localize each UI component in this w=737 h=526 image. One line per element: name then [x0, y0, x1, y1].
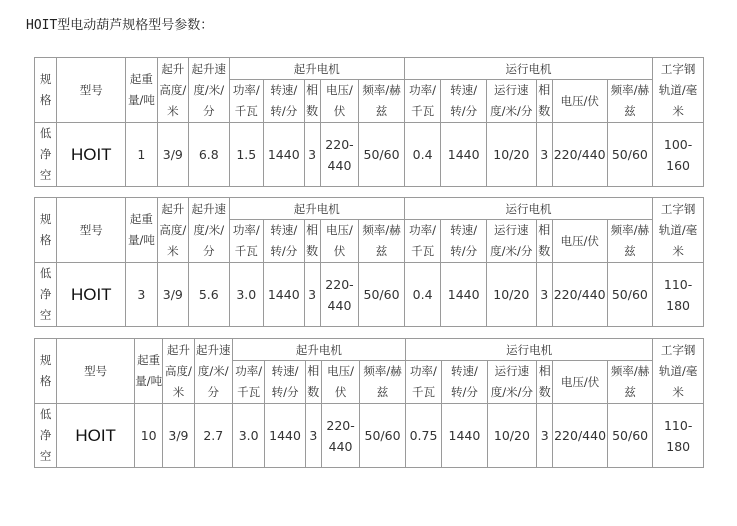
header-run-phase: [537, 361, 553, 404]
header-height-line: 起升: [161, 61, 185, 76]
header-run-freq: [607, 361, 653, 404]
header-spec-line: 规: [39, 72, 52, 86]
header-spec-line: 格: [39, 233, 52, 247]
cell-spec-line: 低: [39, 126, 52, 140]
cell-beam: [653, 404, 704, 468]
header-lift-phase: [305, 361, 321, 404]
header-freq-line: 兹: [375, 244, 388, 258]
header-freq-line: 频率/赫: [610, 223, 650, 237]
page-title: HOIT型电动葫芦规格型号参数：: [26, 18, 214, 33]
header-height-line: 高度/米: [165, 363, 192, 399]
cell-spec-line: 空: [39, 449, 52, 463]
cell-spec: [35, 263, 57, 327]
header-model: 型号: [57, 198, 126, 263]
cell-spec-line: 空: [39, 308, 52, 322]
cell-spec-line: 净: [39, 147, 52, 161]
header-power-line: 功率/: [235, 364, 263, 378]
cell-spec-line: 净: [39, 428, 52, 442]
cell-model: HOIT: [57, 123, 126, 187]
header-speed-line: 度/米/分: [197, 363, 229, 399]
header-height-line: 高度/米: [159, 82, 187, 118]
cell-lift-freq: 50/60: [359, 123, 405, 187]
header-lift-power: [229, 220, 263, 263]
header-rpm-line: 转/分: [450, 104, 478, 118]
header-load: [126, 198, 157, 263]
cell-run-power: 0.4: [404, 123, 440, 187]
cell-run-phase: 3: [537, 404, 553, 468]
header-load: [135, 339, 163, 404]
header-lift-rpm: [264, 80, 305, 123]
header-beam-line: 米: [672, 243, 684, 258]
header-beam-line: 轨道/毫: [658, 222, 698, 237]
cell-run-rpm: 1440: [441, 123, 487, 187]
header-load-line: 量/吨: [135, 374, 163, 388]
cell-lift-phase: 3: [304, 263, 320, 327]
header-beam-line: 米: [672, 384, 684, 399]
cell-lift-rpm: 1440: [264, 263, 305, 327]
header-model: 型号: [57, 339, 135, 404]
header-beam: [653, 198, 704, 263]
header-load: [126, 58, 157, 123]
cell-run-voltage: 220/440: [552, 123, 607, 187]
header-phase-line: 相: [538, 223, 551, 237]
header-power-line: 千瓦: [234, 244, 258, 258]
cell-spec: [35, 123, 57, 187]
header-run-power: [405, 361, 441, 404]
header-voltage-line: 伏: [334, 385, 347, 399]
header-lift-power: [233, 361, 265, 404]
header-spec-line: 格: [39, 93, 52, 107]
header-lift-freq: [359, 80, 405, 123]
header-beam-line: 轨道/毫: [658, 363, 698, 378]
cell-run-speed: 10/20: [486, 123, 536, 187]
spec-table: [34, 338, 704, 468]
table-row: [35, 404, 704, 468]
header-run-phase: [536, 220, 552, 263]
header-rpm-line: 转/分: [450, 244, 478, 258]
header-speed: [189, 58, 230, 123]
header-phase-line: 相: [538, 364, 551, 378]
header-lift-freq: [360, 361, 406, 404]
header-rpm-line: 转速/: [270, 223, 298, 237]
header-power-line: 千瓦: [411, 244, 435, 258]
header-freq-line: 兹: [624, 244, 636, 258]
header-speed-line: 起升速: [196, 342, 231, 357]
cell-lift-voltage-line: 440: [327, 157, 352, 173]
header-lift-motor: 起升电机: [229, 58, 404, 80]
header-beam-line: 工字钢: [660, 201, 696, 216]
header-run-rpm: [441, 80, 487, 123]
cell-beam-line: 110-: [663, 417, 693, 433]
header-lift-freq: [359, 220, 405, 263]
cell-load: 10: [135, 404, 163, 468]
header-load-line: 量/吨: [127, 233, 155, 247]
header-power-line: 千瓦: [411, 385, 435, 399]
header-power-line: 功率/: [410, 364, 437, 378]
header-spec-line: 规: [39, 212, 52, 226]
cell-run-speed: 10/20: [487, 404, 537, 468]
header-beam: [653, 58, 704, 123]
cell-lift-phase: 3: [304, 123, 320, 187]
cell-lift-voltage-line: 220-: [326, 417, 355, 433]
header-voltage-line: 电压/: [327, 364, 355, 378]
header-freq-line: 兹: [624, 104, 636, 118]
header-voltage-line: 电压/: [326, 83, 353, 97]
cell-load: 3: [126, 263, 157, 327]
header-lift-phase: [304, 80, 320, 123]
cell-spec-line: 净: [39, 287, 52, 301]
cell-spec-line: 低: [39, 407, 52, 421]
header-run-power: [404, 80, 440, 123]
header-rpm-line: 转/分: [270, 244, 298, 258]
header-power-line: 千瓦: [411, 104, 435, 118]
header-lift-voltage: [320, 220, 359, 263]
header-freq-line: 频率/赫: [610, 83, 650, 97]
cell-spec-line: 低: [39, 266, 52, 280]
header-model: 型号: [57, 58, 126, 123]
cell-speed: 6.8: [189, 123, 230, 187]
cell-height: 3/9: [163, 404, 194, 468]
cell-load: 1: [126, 123, 157, 187]
cell-run-phase: 3: [536, 123, 552, 187]
header-phase-line: 数: [307, 385, 320, 399]
cell-speed: 5.6: [189, 263, 230, 327]
cell-run-rpm: 1440: [442, 404, 487, 468]
table-row: [35, 263, 704, 327]
cell-run-freq: 50/60: [607, 123, 653, 187]
cell-lift-voltage: [321, 404, 359, 468]
cell-run-speed: 10/20: [486, 263, 536, 327]
cell-lift-power: 1.5: [229, 123, 263, 187]
header-beam-line: 米: [672, 103, 684, 118]
cell-lift-freq: 50/60: [359, 263, 405, 327]
cell-lift-freq: 50/60: [360, 404, 406, 468]
header-lift-power: [229, 80, 263, 123]
header-phase-line: 数: [306, 104, 319, 118]
header-spec: [35, 198, 57, 263]
header-phase-line: 相: [538, 83, 551, 97]
header-height-line: 起升: [166, 342, 190, 357]
cell-beam-line: 160: [666, 157, 690, 173]
header-voltage-line: 电压/: [326, 223, 353, 237]
header-height-line: 高度/米: [159, 222, 187, 258]
header-rpm-line: 转速/: [450, 83, 478, 97]
cell-lift-voltage: [320, 263, 359, 327]
header-speed-line: 度/米/分: [193, 82, 225, 118]
header-freq-line: 频率/赫: [362, 223, 401, 237]
cell-run-rpm: 1440: [441, 263, 487, 327]
header-spec-line: 规: [39, 353, 52, 367]
cell-lift-phase: 3: [305, 404, 321, 468]
header-beam-line: 工字钢: [660, 61, 696, 76]
header-freq-line: 频率/赫: [610, 364, 650, 378]
cell-lift-power: 3.0: [233, 404, 265, 468]
header-beam-line: 轨道/毫: [658, 82, 698, 97]
header-run-speed: [486, 220, 536, 263]
cell-spec-line: 空: [39, 168, 52, 182]
header-power-line: 功率/: [409, 223, 437, 237]
header-speed-line: 度/米/分: [193, 222, 225, 258]
header-run-motor: 运行电机: [404, 198, 652, 220]
cell-beam: [653, 123, 704, 187]
header-run-speed-line: 度/米/分: [490, 244, 533, 258]
cell-lift-voltage: [320, 123, 359, 187]
cell-run-power: 0.75: [405, 404, 441, 468]
header-freq-line: 兹: [624, 385, 636, 399]
cell-lift-power: 3.0: [229, 263, 263, 327]
header-row: [35, 198, 704, 220]
cell-run-power: 0.4: [404, 263, 440, 327]
header-run-speed-line: 运行速: [494, 364, 530, 378]
header-run-rpm: [441, 220, 487, 263]
cell-speed: 2.7: [194, 404, 232, 468]
header-run-voltage: 电压/伏: [552, 220, 607, 263]
header-rpm-line: 转速/: [271, 364, 299, 378]
header-speed: [189, 198, 230, 263]
header-lift-voltage: [321, 361, 359, 404]
cell-lift-voltage-line: 220-: [325, 276, 354, 292]
header-run-rpm: [442, 361, 487, 404]
header-run-speed-line: 度/米/分: [490, 104, 533, 118]
header-lift-rpm: [264, 220, 305, 263]
header-run-motor: 运行电机: [405, 339, 653, 361]
header-height: [157, 58, 188, 123]
cell-beam-line: 180: [666, 297, 690, 313]
header-run-motor: 运行电机: [404, 58, 652, 80]
header-speed-line: 起升速: [191, 201, 227, 216]
header-lift-voltage: [320, 80, 359, 123]
cell-run-freq: 50/60: [607, 404, 653, 468]
header-rpm-line: 转速/: [450, 364, 478, 378]
header-freq-line: 兹: [376, 385, 389, 399]
header-load-line: 量/吨: [127, 93, 155, 107]
cell-beam-line: 110-: [663, 276, 693, 292]
cell-model: HOIT: [57, 404, 135, 468]
header-run-freq: [607, 80, 653, 123]
cell-height: 3/9: [157, 123, 188, 187]
header-rpm-line: 转/分: [450, 385, 478, 399]
header-freq-line: 兹: [375, 104, 388, 118]
header-run-speed: [487, 361, 537, 404]
header-run-voltage: 电压/伏: [552, 80, 607, 123]
header-lift-rpm: [265, 361, 305, 404]
cell-run-phase: 3: [536, 263, 552, 327]
header-run-power: [404, 220, 440, 263]
cell-beam-line: 180: [666, 438, 691, 454]
cell-lift-voltage-line: 220-: [325, 136, 354, 152]
header-power-line: 千瓦: [237, 385, 261, 399]
header-load-line: 起重: [129, 212, 153, 226]
header-power-line: 千瓦: [234, 104, 258, 118]
cell-lift-voltage-line: 440: [328, 438, 353, 454]
header-power-line: 功率/: [232, 223, 260, 237]
header-load-line: 起重: [129, 72, 153, 86]
cell-height: 3/9: [157, 263, 188, 327]
header-speed-line: 起升速: [191, 61, 227, 76]
header-rpm-line: 转/分: [270, 104, 298, 118]
header-voltage-line: 伏: [333, 244, 346, 258]
header-spec-line: 格: [39, 374, 52, 388]
header-height: [163, 339, 194, 404]
header-phase-line: 相: [306, 223, 319, 237]
header-phase-line: 数: [306, 244, 319, 258]
header-speed: [194, 339, 232, 404]
header-run-phase: [536, 80, 552, 123]
cell-lift-rpm: 1440: [264, 123, 305, 187]
cell-spec: [35, 404, 57, 468]
header-run-speed-line: 度/米/分: [490, 385, 534, 399]
header-rpm-line: 转/分: [271, 385, 299, 399]
header-spec: [35, 58, 57, 123]
header-freq-line: 频率/赫: [363, 364, 402, 378]
header-load-line: 起重: [137, 353, 161, 367]
cell-lift-rpm: 1440: [265, 404, 305, 468]
spec-table: [34, 197, 704, 327]
header-beam-line: 工字钢: [660, 342, 696, 357]
header-height: [157, 198, 188, 263]
header-spec: [35, 339, 57, 404]
header-run-speed-line: 运行速: [494, 223, 529, 237]
header-lift-motor: 起升电机: [229, 198, 404, 220]
header-lift-motor: 起升电机: [233, 339, 406, 361]
header-row: [35, 339, 704, 361]
header-row: [35, 58, 704, 80]
header-phase-line: 数: [538, 385, 551, 399]
cell-beam-line: 100-: [663, 136, 693, 152]
cell-run-freq: 50/60: [607, 263, 653, 327]
header-run-voltage: 电压/伏: [553, 361, 608, 404]
header-beam: [653, 339, 704, 404]
cell-beam: [653, 263, 704, 327]
header-voltage-line: 伏: [333, 104, 346, 118]
header-power-line: 功率/: [409, 83, 437, 97]
header-run-speed-line: 运行速: [494, 83, 529, 97]
header-height-line: 起升: [161, 201, 185, 216]
table-row: [35, 123, 704, 187]
header-phase-line: 数: [538, 104, 551, 118]
spec-table: [34, 57, 704, 187]
header-power-line: 功率/: [232, 83, 260, 97]
header-run-speed: [486, 80, 536, 123]
header-rpm-line: 转速/: [270, 83, 298, 97]
header-phase-line: 相: [306, 83, 319, 97]
header-phase-line: 数: [538, 244, 551, 258]
cell-lift-voltage-line: 440: [327, 297, 352, 313]
header-rpm-line: 转速/: [450, 223, 478, 237]
header-phase-line: 相: [307, 364, 320, 378]
header-run-freq: [607, 220, 653, 263]
cell-run-voltage: 220/440: [553, 404, 608, 468]
header-freq-line: 频率/赫: [362, 83, 401, 97]
cell-model: HOIT: [57, 263, 126, 327]
header-lift-phase: [304, 220, 320, 263]
cell-run-voltage: 220/440: [552, 263, 607, 327]
